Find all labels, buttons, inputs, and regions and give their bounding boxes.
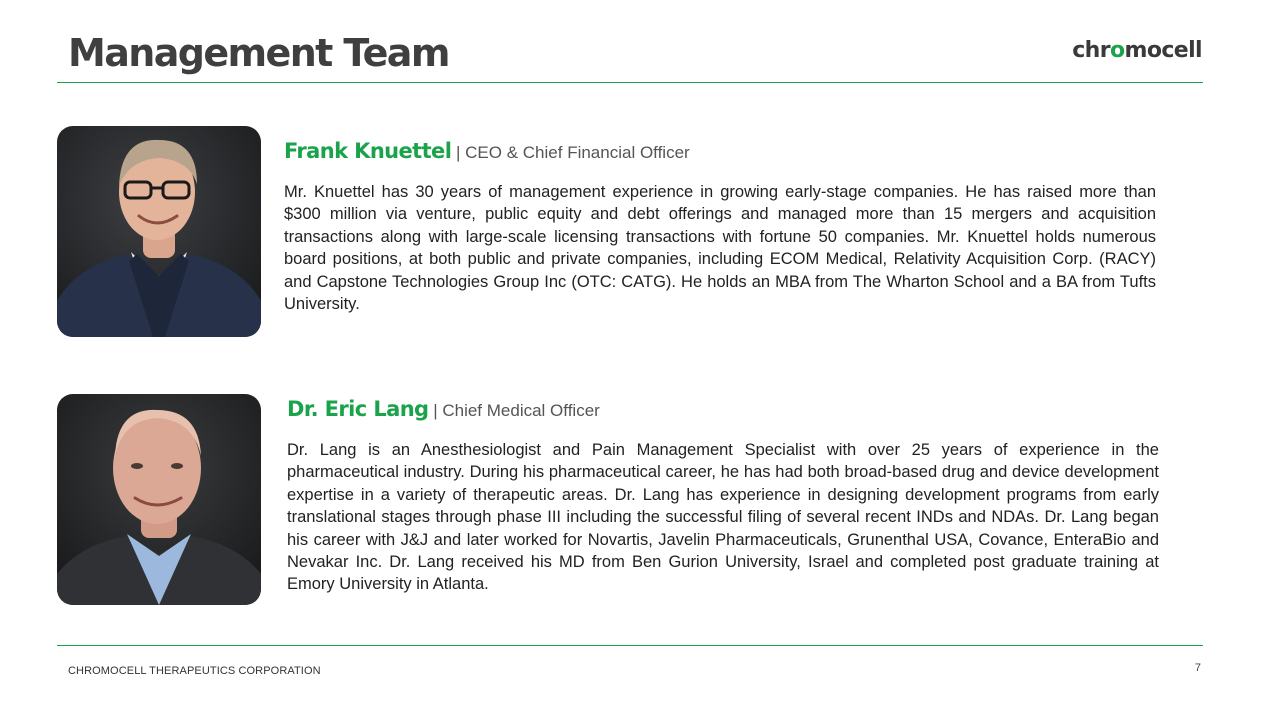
member-name: Frank Knuettel: [284, 139, 452, 163]
logo-text-start: chr: [1072, 38, 1110, 63]
company-logo: [1072, 36, 1202, 66]
page-title: Management Team: [68, 31, 449, 75]
member-heading: [287, 394, 1159, 427]
member-role: | Chief Medical Officer: [428, 401, 600, 420]
member-role: | CEO & Chief Financial Officer: [451, 143, 690, 162]
portrait-image: [57, 126, 261, 337]
footer-company-name: CHROMOCELL THERAPEUTICS CORPORATION: [68, 665, 321, 677]
logo-accent-letter: o: [1110, 38, 1125, 63]
member-name: Dr. Eric Lang: [287, 397, 429, 421]
member-bio: Mr. Knuettel has 30 years of management experience in growing early-stage companies. He has raised more than $300 million via venture, public equity and debt offerings and managed more than 15 mergers and acquisition transactions along with large-scale licensing transactions with fortune 50 companies. Mr. Knuettel holds numerous board positions, at both public and private companies, including ECOM Medical, Relativity Acquisition Corp. (RACY) and Capstone Technologies Group Inc (OTC: CATG). He holds an MBA from The Wharton School and a BA from Tufts University.: [284, 183, 1156, 314]
portrait-image: [57, 394, 261, 605]
headshot-frank-knuettel: [57, 126, 261, 337]
member-heading: [284, 136, 1156, 169]
team-member-eric-lang: [287, 394, 1159, 596]
footer-divider: [57, 645, 1203, 646]
header-divider: [57, 82, 1203, 83]
headshot-eric-lang: [57, 394, 261, 605]
page-number: 7: [1194, 662, 1201, 674]
member-bio: Dr. Lang is an Anesthesiologist and Pain Management Specialist with over 25 years of experience in the pharmaceutical industry. During his pharmaceutical career, he has had both broad-based drug and device development expertise in a variety of therapeutic areas. Dr. Lang has experience in designing development programs from early translational stages through phase III including the successful filing of several recent INDs and NDAs. Dr. Lang began his career with J&J and later worked for Novartis, Javelin Pharmaceuticals, Grunenthal USA, Covance, EnteraBio and Nevakar Inc. Dr. Lang received his MD from Ben Gurion University, Israel and completed post graduate training at Emory University in Atlanta.: [287, 441, 1159, 594]
logo-text-end: mocell: [1124, 38, 1202, 63]
team-member-frank-knuettel: [284, 136, 1156, 315]
